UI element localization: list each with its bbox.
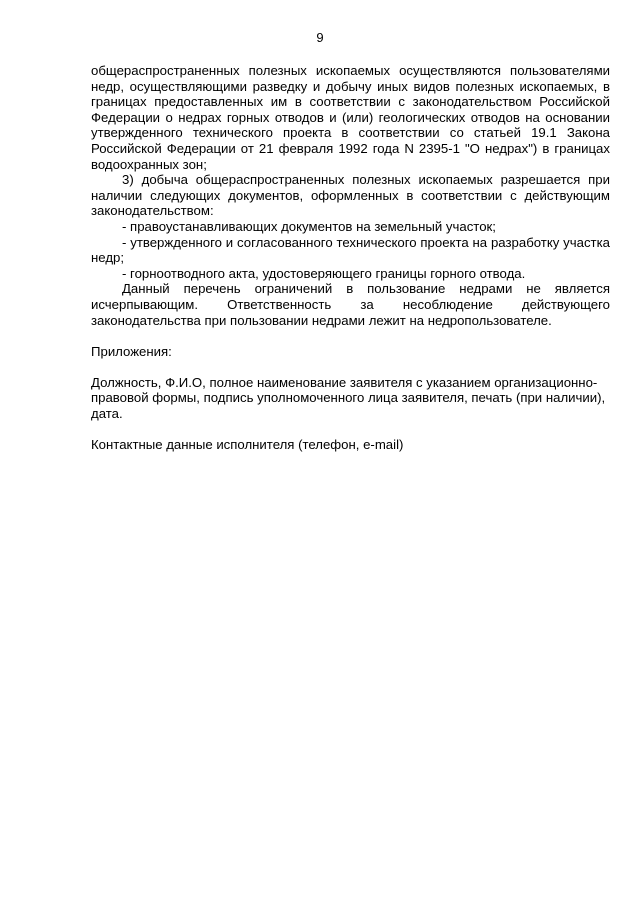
list-item: - утвержденного и согласованного технического проекта на разработку участка недр; (91, 234, 610, 266)
paragraph-disclaimer: Данный перечень ограничений в пользование недрами не является исчерпывающим. Ответственность за несоблюдение действующего законодательства при пользовании недрами лежит на недропользователе. (91, 281, 610, 328)
signature-block: Должность, Ф.И.О, полное наименование заявителя с указанием организационно-правовой формы, подпись уполномоченного лица заявителя, печать (при наличии), дата. (91, 374, 606, 422)
paragraph-item-3: 3) добыча общераспространенных полезных ископаемых разрешается при наличии следующих документов, оформленных в соответствии с действующим законодательством: (91, 172, 610, 219)
contact-line: Контактные данные исполнителя (телефон, e-mail) (91, 437, 404, 453)
attachments-label: Приложения: (91, 343, 172, 359)
document-body (91, 63, 610, 453)
page-number: 9 (316, 30, 324, 45)
list-item: - горноотводного акта, удостоверяющего границы горного отвода. (122, 265, 526, 281)
list-item: - правоустанавливающих документов на земельный участок; (122, 218, 496, 234)
paragraph-continuation: общераспространенных полезных ископаемых осуществляются пользователями недр, осуществляющими разведку и добычу иных видов полезных ископаемых, в границах предоставленных им в соответствии с законодательством Российской Федерации о недрах горных отводов и (или) геологических отводов на основании утвержденного технического проекта в соответствии со статьей 19.1 Закона Российской Федерации от 21 февраля 1992 года N 2395-1 "О недрах") в границах водоохранных зон; (91, 63, 610, 172)
